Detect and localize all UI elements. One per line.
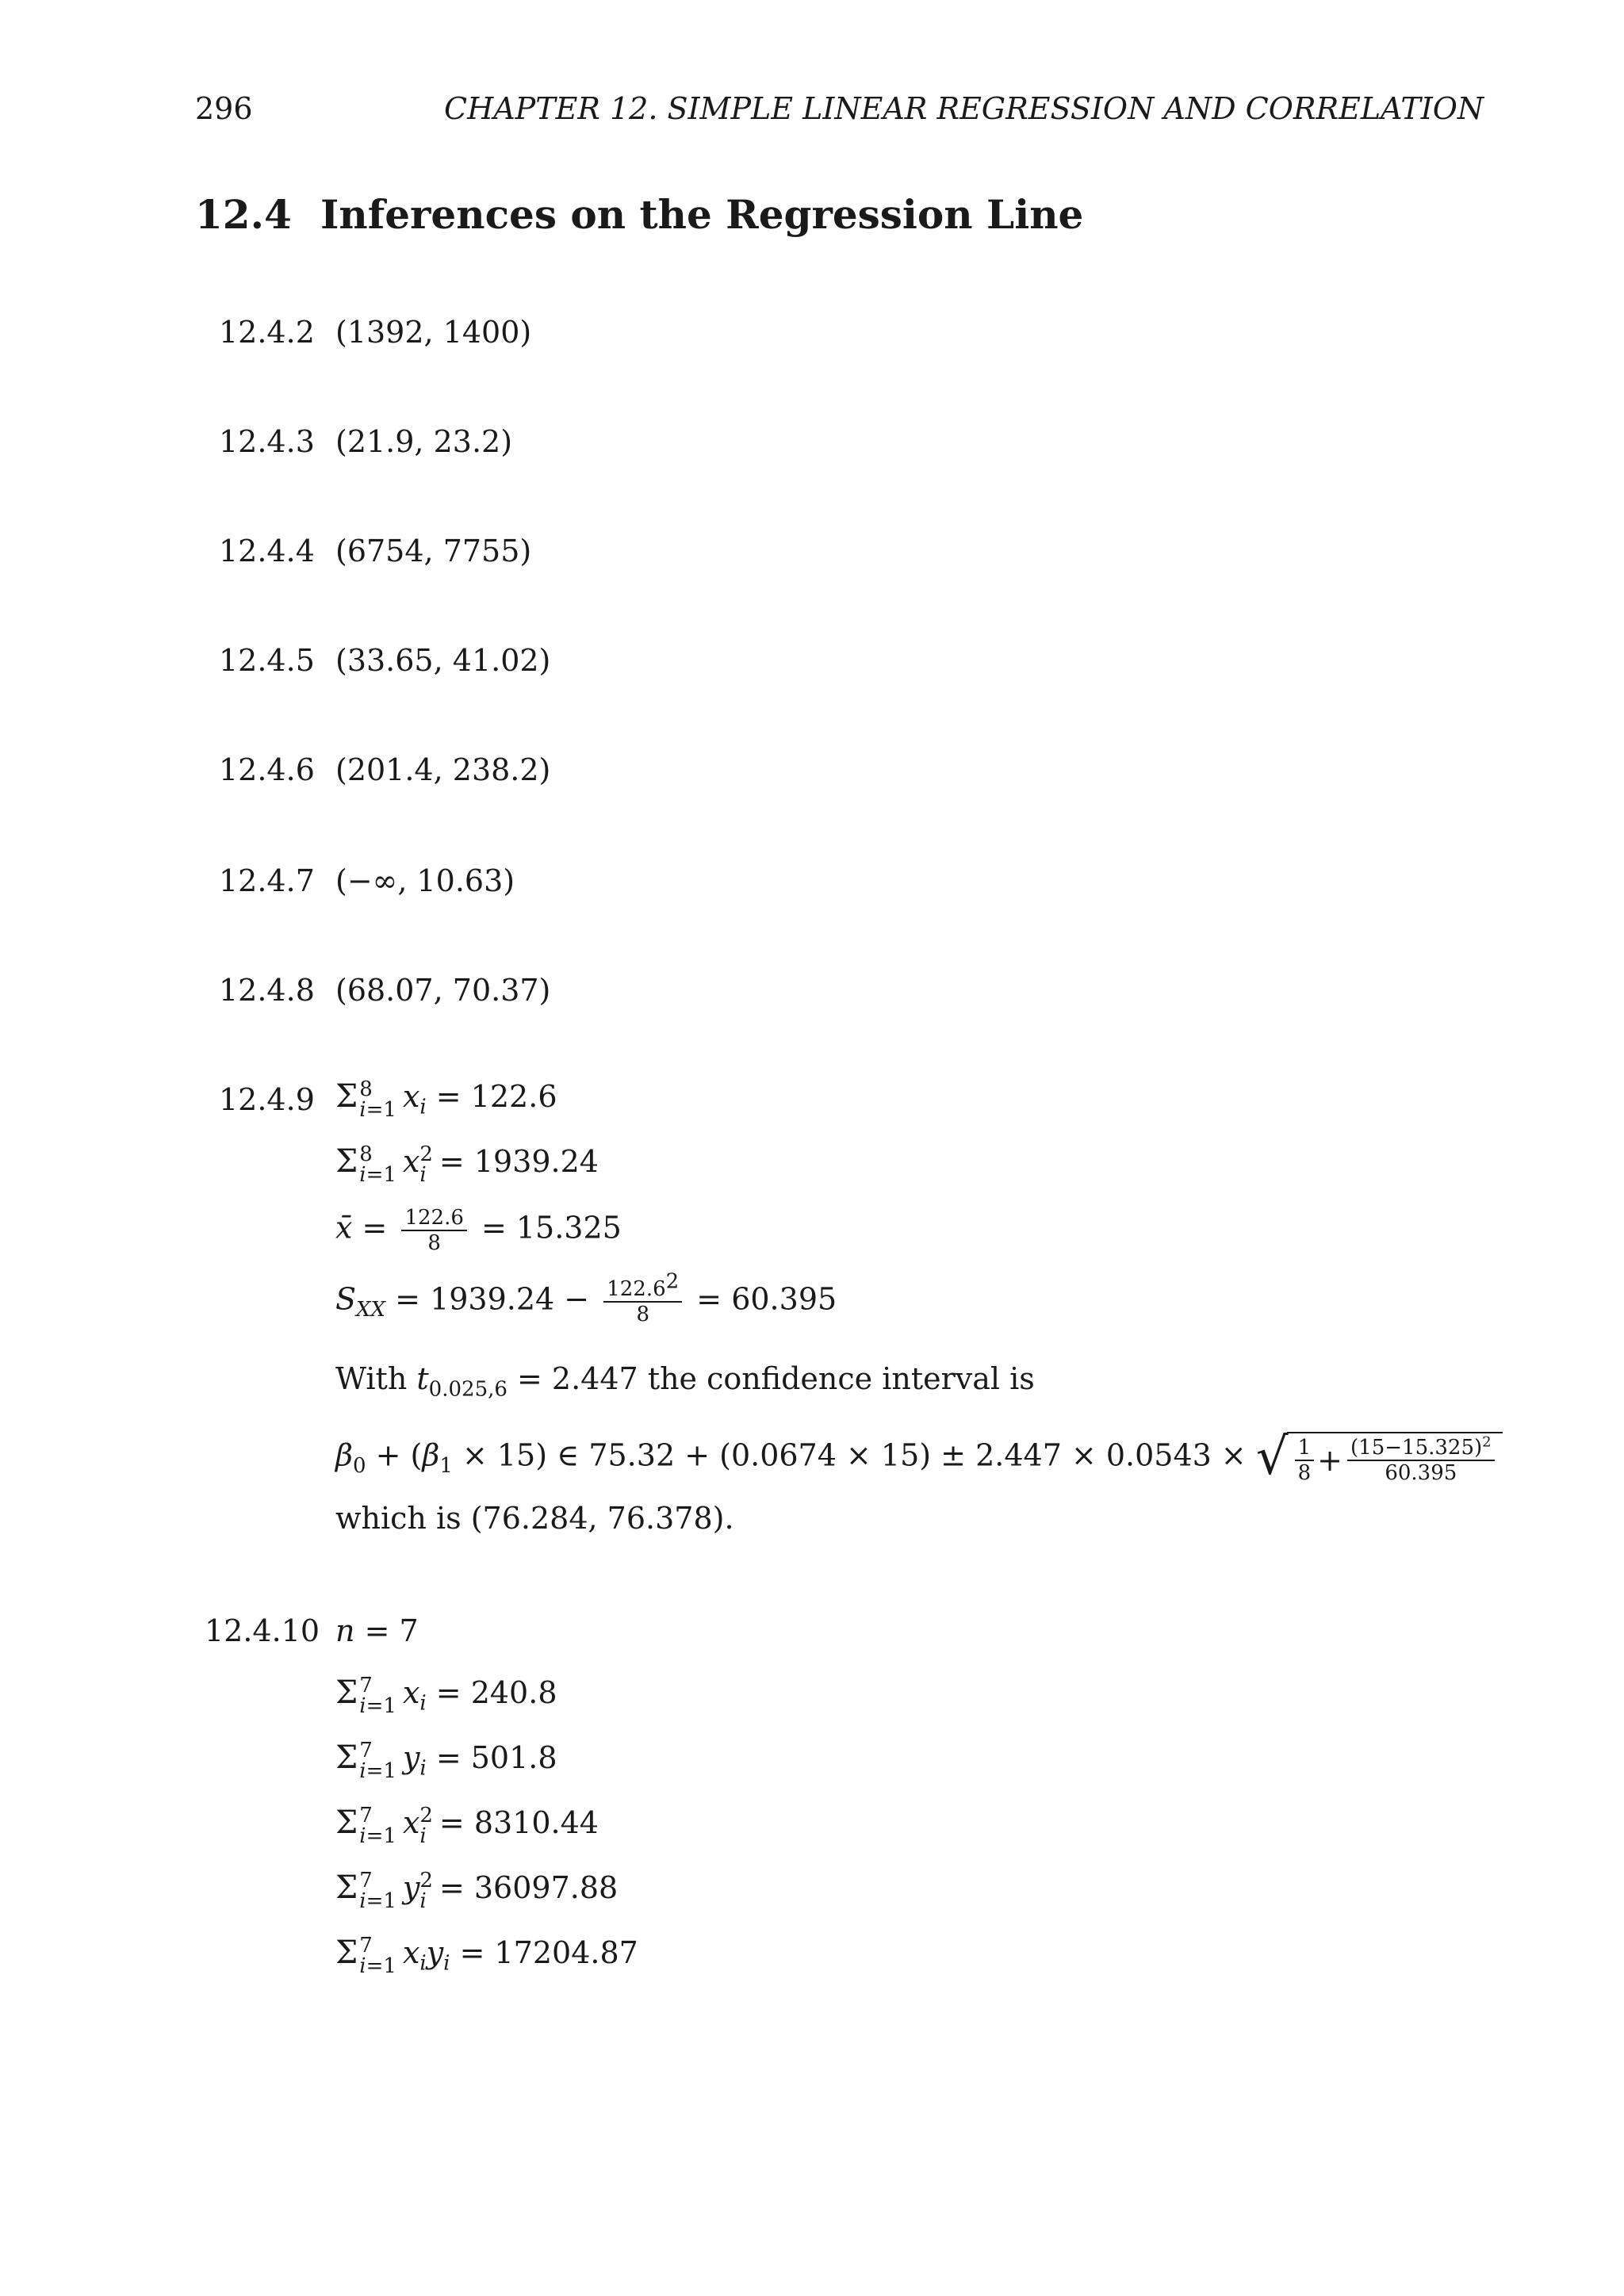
problem-label: 12.4.9 xyxy=(219,1082,315,1117)
answer-value: (68.07, 70.37) xyxy=(335,973,551,1008)
equation-sum-x2: Σ 8 i=1 x 2 i = 1939.24 xyxy=(335,1142,599,1187)
equation-sxx: $S_{XX} = 1939.24$ − $\frac{122.6^2}{8}$ = 60.395 xyxy=(335,1269,837,1326)
running-header: CHAPTER 12. SIMPLE LINEAR REGRESSION AND CORRELATION xyxy=(444,91,1484,126)
section-heading xyxy=(195,189,1083,241)
equation-n: n = 7 xyxy=(335,1613,419,1648)
section-title-text: Inferences on the Regression Line xyxy=(320,191,1084,238)
equation-sum-y2: Σ 7 i=1 y 2 i = 36097.88 xyxy=(335,1868,619,1913)
square-root: √ $\frac{1}{8}$ + $\frac{(15-15.325)^2}{60.395}$ xyxy=(1256,1432,1503,1484)
equation-sum-x: Σ 7 i=1 $x_i = 240.8$ xyxy=(335,1673,557,1718)
answer-value: (6754, 7755) xyxy=(335,534,532,568)
answer-label: 12.4.8 xyxy=(219,973,315,1008)
confidence-statement: With $t_{0.025,6} = 2.447$ the confidence interval is xyxy=(335,1361,1035,1402)
page-number: 296 xyxy=(195,91,253,126)
answer-label: 12.4.6 xyxy=(219,752,315,787)
equation-sum-xy: Σ 7 i=1 $x_iy_i = 17204.87$ xyxy=(335,1933,638,1978)
answer-label: 12.4.7 xyxy=(219,863,315,898)
confidence-interval-result: which is (76.284, 76.378). xyxy=(335,1501,734,1536)
answer-value: (33.65, 41.02) xyxy=(335,643,551,678)
equation-sum-x: Σ 8 i=1 $x_i = 122.6$ xyxy=(335,1077,557,1122)
answer-value: (201.4, 238.2) xyxy=(335,752,551,787)
answer-value: (−∞, 10.63) xyxy=(335,863,515,898)
equation-sum-x2: Σ 7 i=1 x 2 i = 8310.44 xyxy=(335,1803,599,1848)
answer-label: 12.4.3 xyxy=(219,424,315,459)
answer-label: 12.4.4 xyxy=(219,534,315,568)
equation-sum-y: Σ 7 i=1 $y_i = 501.8$ xyxy=(335,1738,557,1783)
answer-value: (21.9, 23.2) xyxy=(335,424,513,459)
answer-value: (1392, 1400) xyxy=(335,315,532,350)
answer-label: 12.4.2 xyxy=(219,315,315,350)
section-number: 12.4 xyxy=(195,191,292,238)
confidence-interval-formula: $\beta_0 + (\beta_1 \times 15)$ ∈ 75.32 + (0.0674 × 15) ± 2.447 × 0.0543 × √ $\frac{1}{8}$ + $\frac{(15-15.325)^2}{60.395}$ xyxy=(335,1432,1503,1484)
equation-xbar: x̄ = $\frac{122.6}{8}$ = 15.325 xyxy=(335,1206,622,1255)
problem-label: 12.4.10 xyxy=(205,1613,320,1648)
answer-label: 12.4.5 xyxy=(219,643,315,678)
